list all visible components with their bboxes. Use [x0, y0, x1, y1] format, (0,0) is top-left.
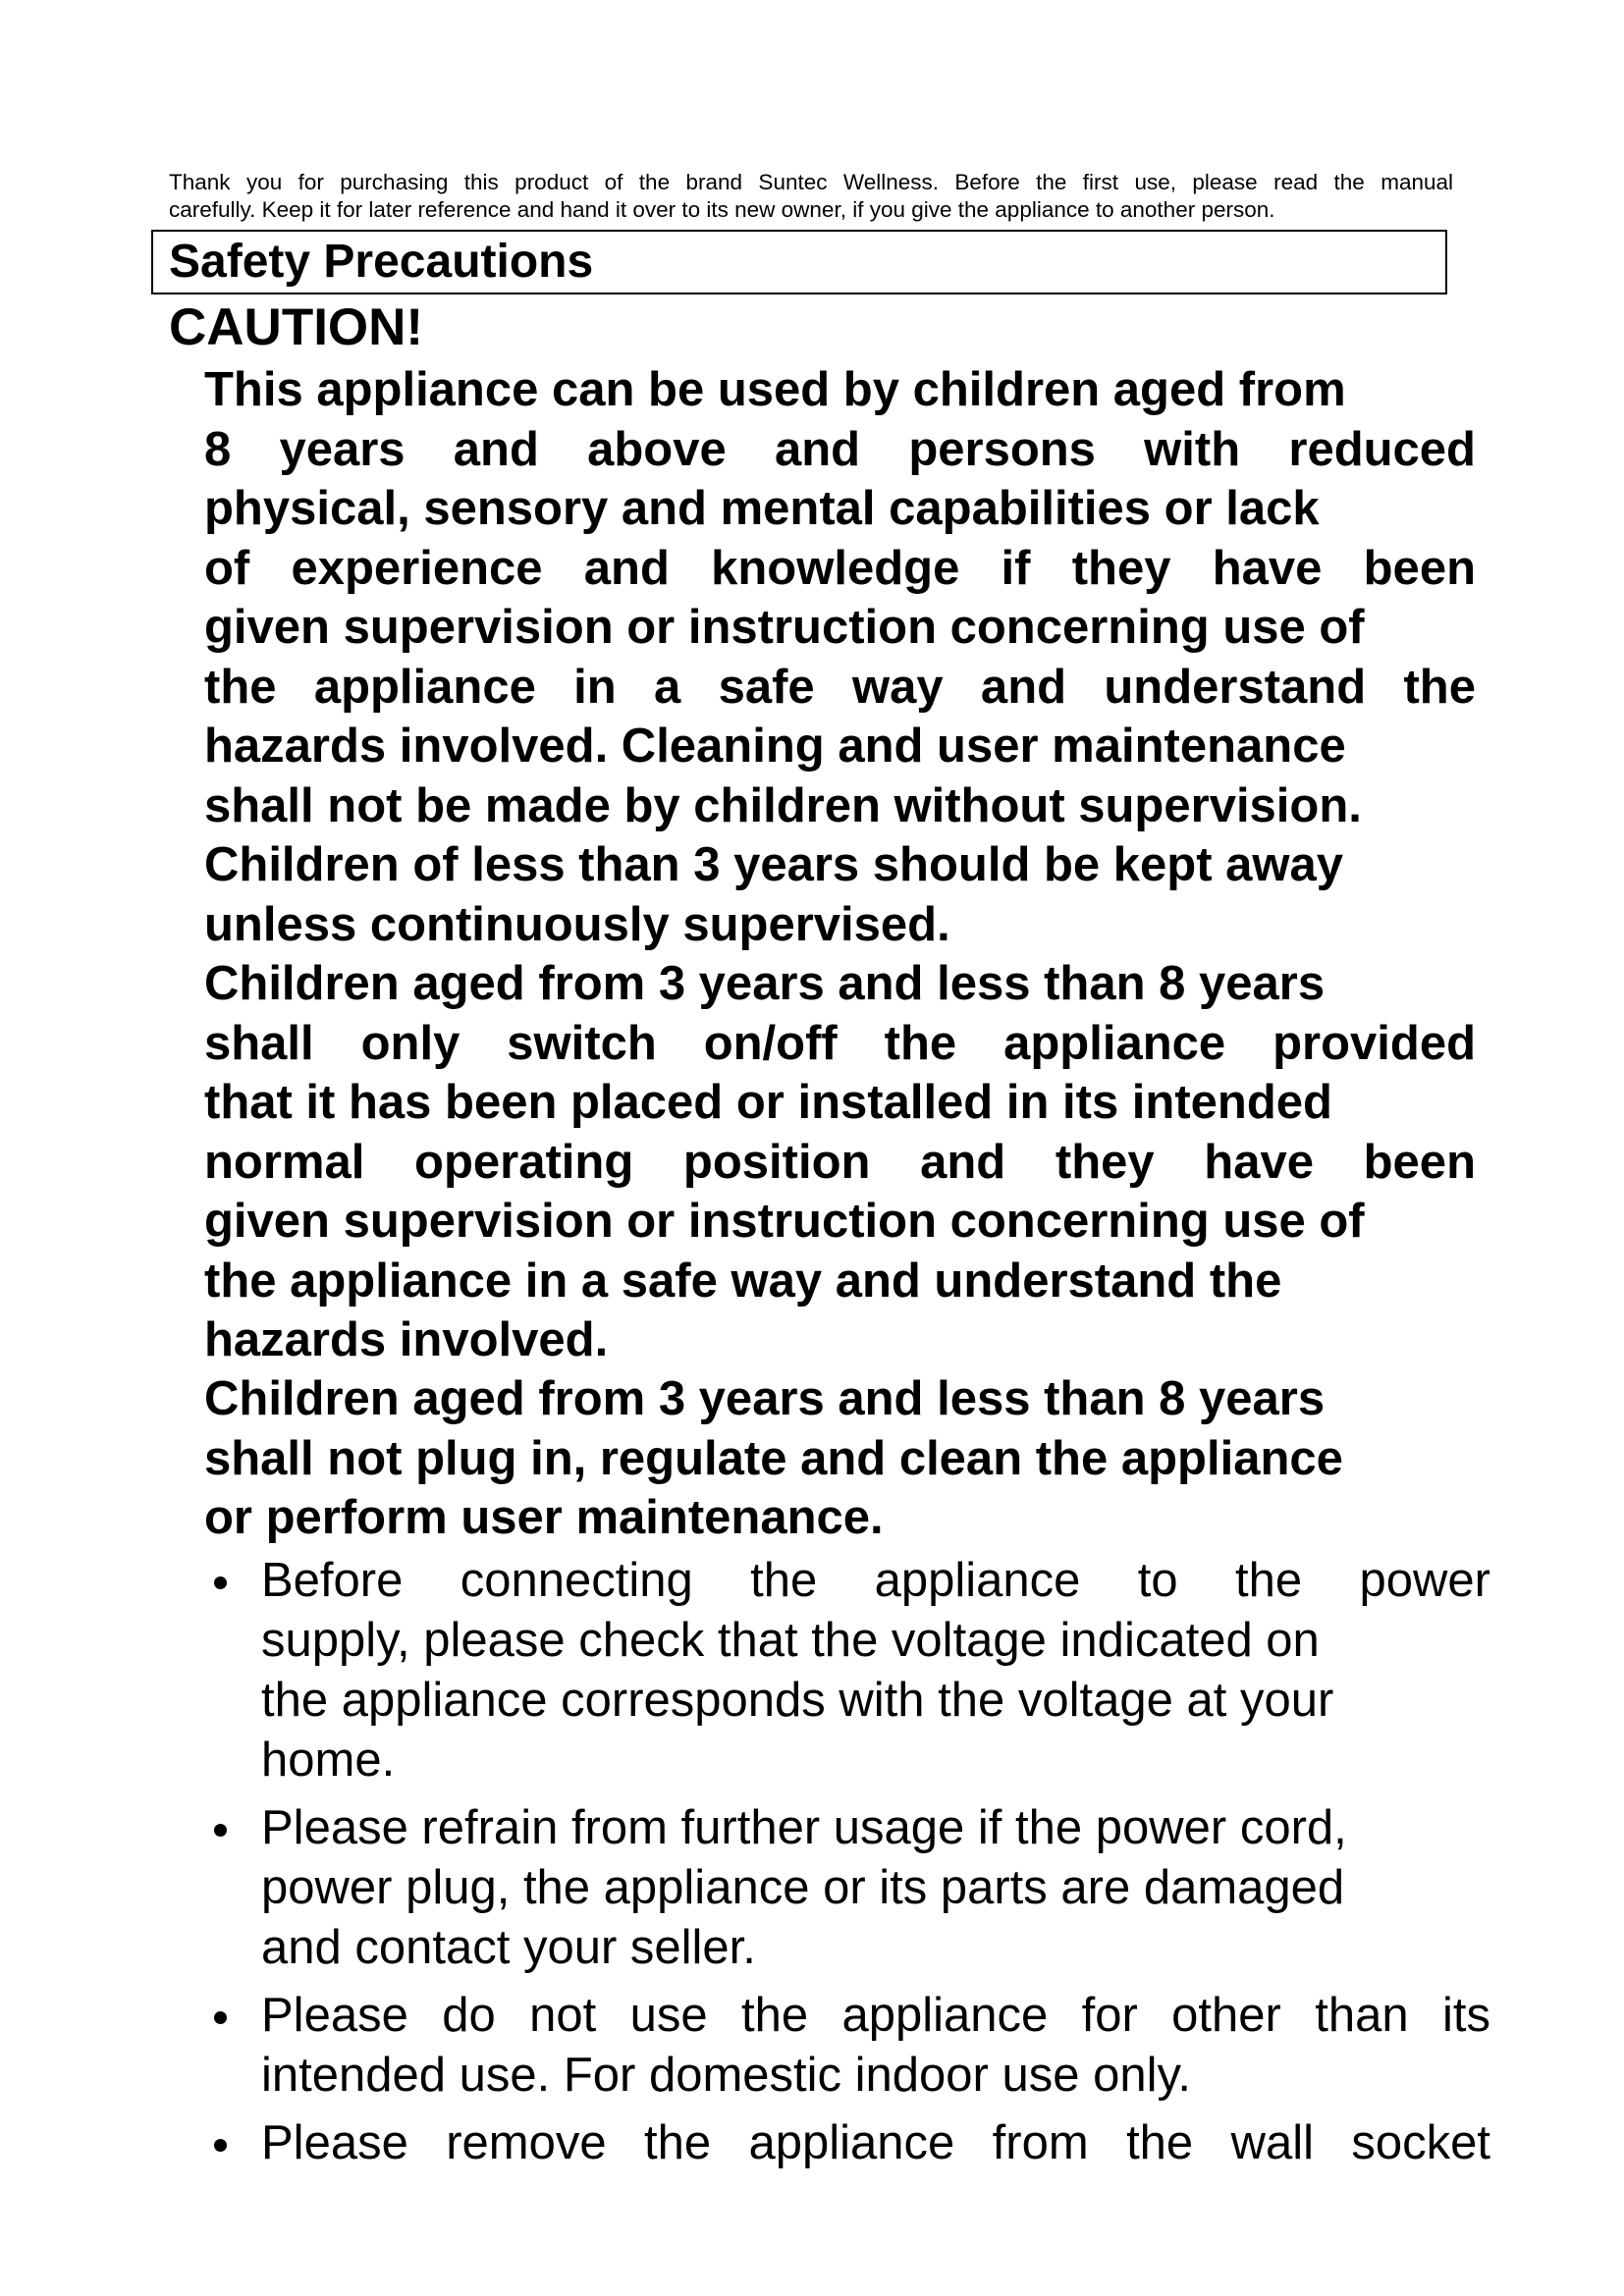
- bullet-line: Before connecting the appliance to the power: [261, 1554, 1490, 1607]
- section-title: Safety Precautions: [169, 236, 594, 288]
- warning-line: normal operating position and they have been: [204, 1135, 1476, 1189]
- warning-line: given supervision or instruction concerning use of: [204, 601, 1365, 654]
- intro-line: carefully. Keep it for later reference and hand it over to its new owner, if you give the appliance to another person.: [169, 197, 1275, 222]
- warning-line: physical, sensory and mental capabilities or lack: [204, 482, 1320, 535]
- warning-line: unless continuously supervised.: [204, 897, 950, 951]
- caution-heading: CAUTION!: [169, 298, 424, 356]
- warning-line: Children of less than 3 years should be kept away: [204, 838, 1344, 891]
- bullet-line: home.: [261, 1734, 396, 1787]
- warning-line: shall not be made by children without supervision.: [204, 778, 1362, 832]
- warning-line: This appliance can be used by children aged from: [204, 363, 1346, 416]
- warning-line: hazards involved. Cleaning and user maintenance: [204, 720, 1346, 773]
- bullet-line: Please refrain from further usage if the power cord,: [261, 1801, 1347, 1854]
- warning-paragraph: [204, 1369, 1476, 1548]
- bullet-icon: [214, 2139, 227, 2152]
- bullet-icon: [214, 1824, 227, 1837]
- bullet-line: and contact your seller.: [261, 1921, 756, 1974]
- warning-line: that it has been placed or installed in its intended: [204, 1076, 1332, 1129]
- warning-line: or perform user maintenance.: [204, 1491, 884, 1544]
- intro-paragraph: [169, 169, 1453, 224]
- warning-line: given supervision or instruction concerning use of: [204, 1195, 1365, 1248]
- bullet-line: the appliance corresponds with the voltage at your: [261, 1674, 1334, 1727]
- bullet-line: intended use. For domestic indoor use only.: [261, 2049, 1191, 2102]
- bullet-line: Please do not use the appliance for other than its: [261, 1989, 1490, 2042]
- warning-line: hazards involved.: [204, 1313, 609, 1366]
- list-item: [204, 1986, 1490, 2106]
- warning-line: Children aged from 3 years and less than 8 years: [204, 957, 1326, 1010]
- list-item: [204, 1798, 1490, 1978]
- warning-line: Children aged from 3 years and less than 8 years: [204, 1372, 1326, 1425]
- intro-line: Thank you for purchasing this product of the brand Suntec Wellness. Before the first use, please read the manual: [169, 170, 1453, 194]
- warning-line: the appliance in a safe way and understand the: [204, 660, 1476, 714]
- safety-bullet-list: [204, 1551, 1490, 2181]
- warning-line: of experience and knowledge if they have been: [204, 541, 1476, 595]
- bullet-icon: [214, 1576, 227, 1589]
- warning-paragraph: [204, 360, 1476, 954]
- bullet-icon: [214, 2011, 227, 2024]
- warning-line: 8 years and above and persons with reduced: [204, 422, 1476, 476]
- warning-paragraph: [204, 954, 1476, 1370]
- warning-line: shall not plug in, regulate and clean the appliance: [204, 1431, 1343, 1485]
- warning-line: shall only switch on/off the appliance provided: [204, 1016, 1476, 1070]
- list-item: [204, 2113, 1490, 2173]
- warning-line: the appliance in a safe way and understand the: [204, 1254, 1282, 1308]
- bullet-line: supply, please check that the voltage indicated on: [261, 1614, 1320, 1667]
- list-item: [204, 1551, 1490, 1790]
- bullet-line: power plug, the appliance or its parts are damaged: [261, 1861, 1345, 1914]
- bullet-line: Please remove the appliance from the wall socket: [261, 2116, 1490, 2169]
